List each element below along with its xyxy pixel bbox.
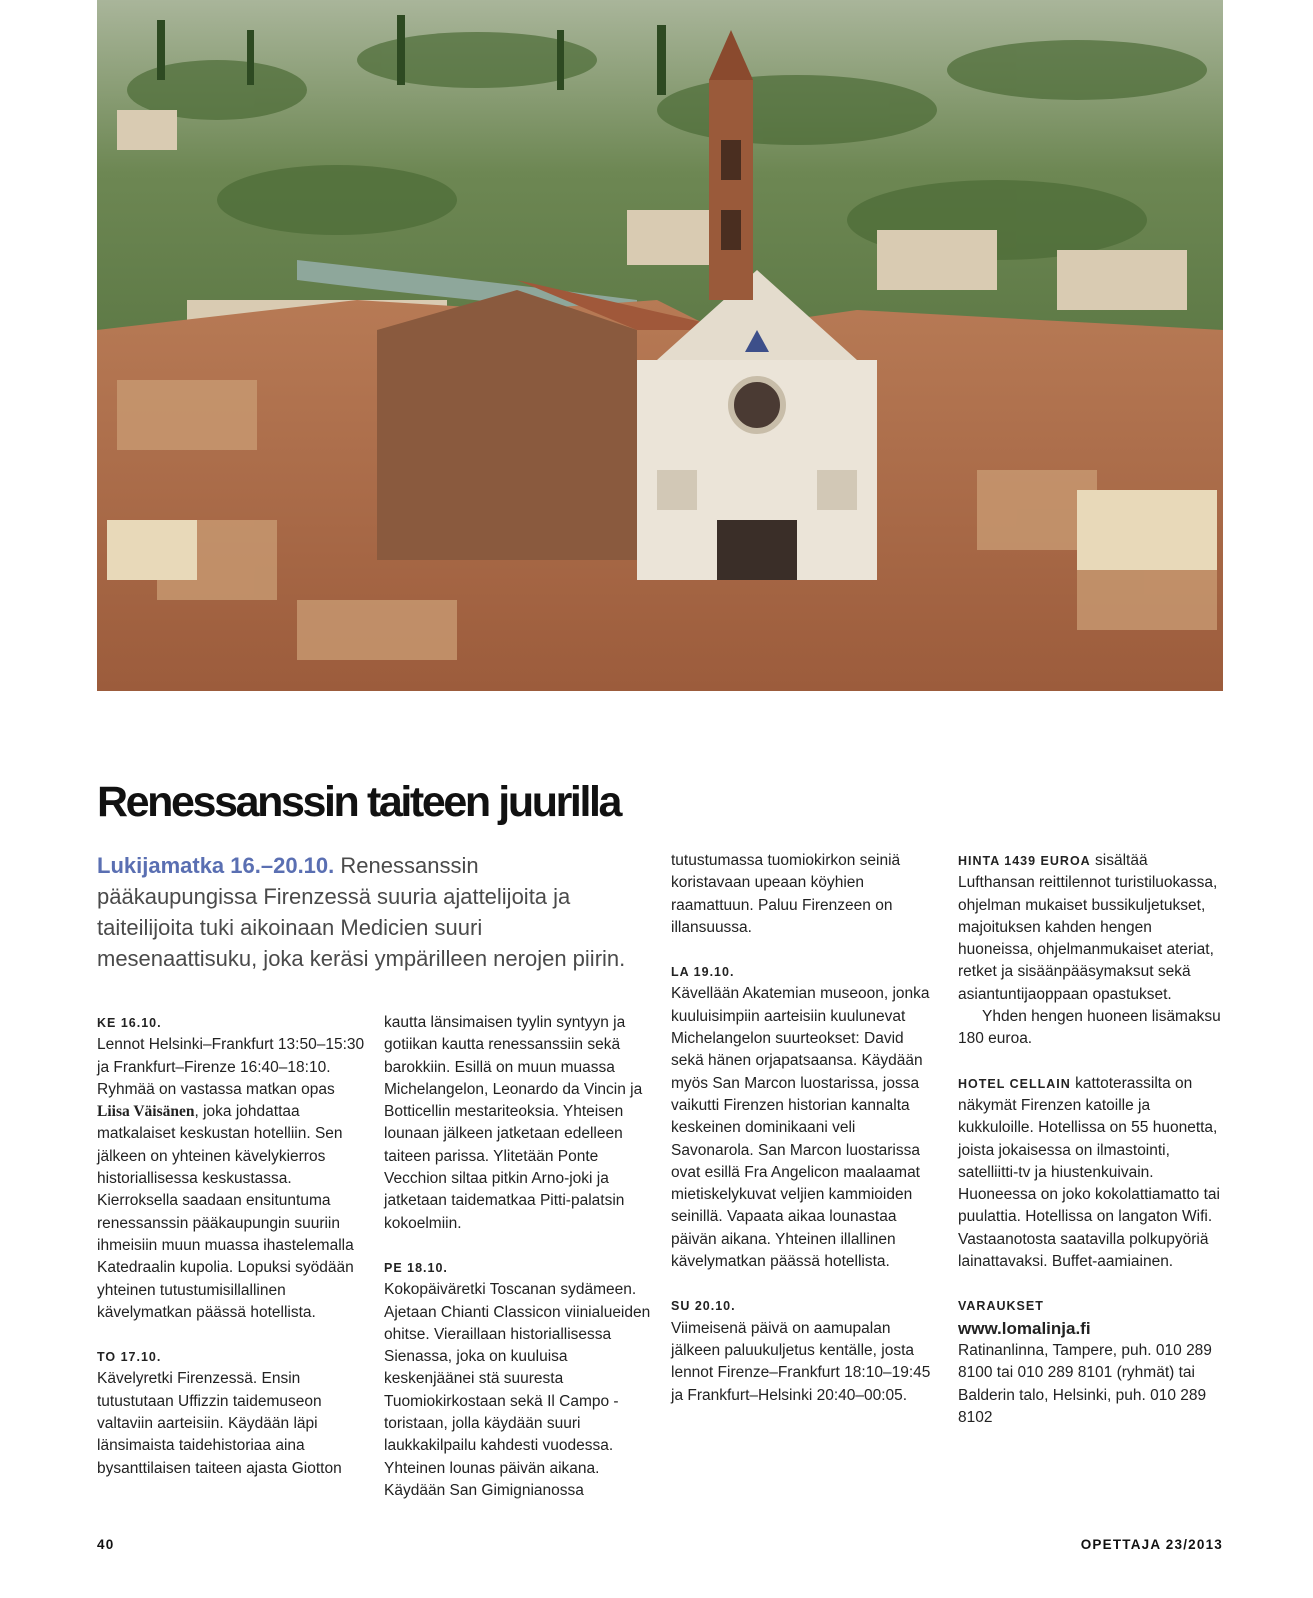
day-heading-to: TO 17.10. [97, 1350, 162, 1365]
hero-photo-florence [97, 0, 1223, 691]
lead-text: Renessanssin pääkaupungissa Firenzessä suuria ajattelijoita ja taiteilijoita tuki aikoinaan Medicien suuri mesenaattisuku, joka keräsi ympärilleen nerojen piirin. [97, 853, 626, 971]
day-text-ke-part1: Lennot Helsinki–Frankfurt 13:50–15:30 ja Frankfurt–Firenze 16:40–18:10. Ryhmää on vastassa matkan opas [97, 1036, 365, 1098]
price-heading: HINTA 1439 EUROA [958, 854, 1091, 868]
day-text-ke [97, 1034, 365, 1324]
booking-heading: VARAUKSET [958, 1299, 1044, 1314]
article-headline: Renessanssin taiteen juurilla [97, 778, 621, 826]
column-4 [958, 850, 1226, 1429]
day-heading-su: SU 20.10. [671, 1299, 736, 1314]
single-room-supplement: Yhden hengen huoneen lisämaksu 180 euroa. [958, 1008, 1221, 1048]
day-text-la: Kävellään Akatemian museoon, jonka kuuluisimpiin aarteisiin kuulunevat Michelangelon suurteokset: David sekä hänen orjapatsaansa. Käydään myös San Marcon luostarissa, jossa vaikutti Firenzen historian kannalta keskeinen dominikaani veli Savonarola. San Marcon luostarissa ovat esillä Fra Angelicon maalaamat mietiskelykuvat veljien kammioiden seinillä. Vapaata aikaa lounastaa päivän aikana. Yhteinen illallinen kävelymatkan päässä hotellista. [671, 985, 930, 1271]
page-number: 40 [97, 1537, 115, 1552]
guide-name: Liisa Väisänen [97, 1103, 195, 1121]
day-text-to-continued: kautta länsimaisen tyylin syntyyn ja gotiikan kautta renessanssiin sekä barokkiin. Esillä on muun muassa Michelangelon, Leonardo da Vincin ja Botticellin mestariteoksia. Yhteisen lounaan jälkeen jatketaan edelleen taiteen parissa. Ylitetään Ponte Vecchion siltaa pitkin Arno-joki ja jatketaan taidematkaa Pitti-palatsin kokoelmiin. [384, 1014, 643, 1232]
price-paragraph [958, 850, 1226, 1006]
booking-text: Ratinanlinna, Tampere, puh. 010 289 8100 tai 010 289 8101 (ryhmät) tai Balderin talo, Helsinki, puh. 010 289 8102 [958, 1341, 1212, 1426]
hotel-heading: HOTEL CELLAIN [958, 1076, 1071, 1091]
price-text: sisältää Lufthansan reittilennot turistiluokassa, ohjelman mukaiset bussikuljetukset, majoituksen kahden hengen huoneissa, ohjelmanmukaiset ateriat, retket ja sisäänpääsymaksut sekä asiantuntijaoppaan opastukset. [958, 852, 1218, 1003]
lead-paragraph [97, 850, 637, 974]
magazine-issue: OPETTAJA 23/2013 [1080, 1537, 1223, 1552]
day-text-pe: Kokopäiväretki Toscanan sydämeen. Ajetaan Chianti Classicon viinialueiden ohitse. Vieraillaan historiallisessa Sienassa, joka on kuuluisa keskenjäänei stä suuresta Tuomiokirkostaan sekä Il Campo -toristaan, jolla käydään suuri laukkakilpailu kahdesti vuodessa. Yhteinen lounas päivän aikana. Käydään San Gimignianossa [384, 1281, 651, 1499]
day-heading-ke: KE 16.10. [97, 1016, 162, 1030]
booking-website: www.lomalinja.fi [958, 1318, 1091, 1338]
hotel-paragraph [958, 1073, 1226, 1274]
day-heading-la: LA 19.10. [671, 965, 735, 980]
day-heading-pe: PE 18.10. [384, 1260, 448, 1275]
column-1 [97, 1012, 365, 1480]
column-2 [384, 1012, 652, 1502]
hotel-text: kattoterassilta on näkymät Firenzen katoille ja kukkuloille. Hotellissa on 55 huonetta, joista jokaisessa on ilmastointi, satelliitti-tv ja hiustenkuivain. Huoneessa on joko kokolattiamatto tai puulattia. Hotellissa on langaton Wifi. Vastaanotosta saatavilla polkupyöriä lainattavaksi. Buffet-aamiainen. [958, 1074, 1220, 1271]
column-3 [671, 850, 939, 1407]
day-text-ke-part2: , joka johdattaa matkalaiset keskustan hotelliin. Sen jälkeen on yhteinen kävelykierros historiallisessa keskustassa. Kierroksella saadaan ensituntuma renessanssin pääkaupungin suuriin ihmeisiin muun muassa ihastelemalla Katedraalin kupolia. Lopuksi syödään yhteinen tutustumisillallinen kävelymatkan päässä hotellista. [97, 1103, 354, 1321]
day-text-su: Viimeisenä päivä on aamupalan jälkeen paluukuljetus kentälle, josta lennot Firenze–Frankfurt 18:10–19:45 ja Frankfurt–Helsinki 20:40–00:05. [671, 1319, 931, 1404]
day-text-pe-continued: tutustumassa tuomiokirkon seiniä koristavaan upeaan köyhien raamattuun. Paluu Firenzeen on illansuussa. [671, 852, 901, 936]
lead-kicker: Lukijamatka 16.–20.10. [97, 853, 335, 878]
day-text-to: Kävelyretki Firenzessä. Ensin tutustutaan Uffizzin taidemuseon valtaviin aarteisiin. Käydään läpi länsimaista taidehistoriaa aina bysanttilaisen taiteen ajasta Giotton [97, 1370, 342, 1477]
